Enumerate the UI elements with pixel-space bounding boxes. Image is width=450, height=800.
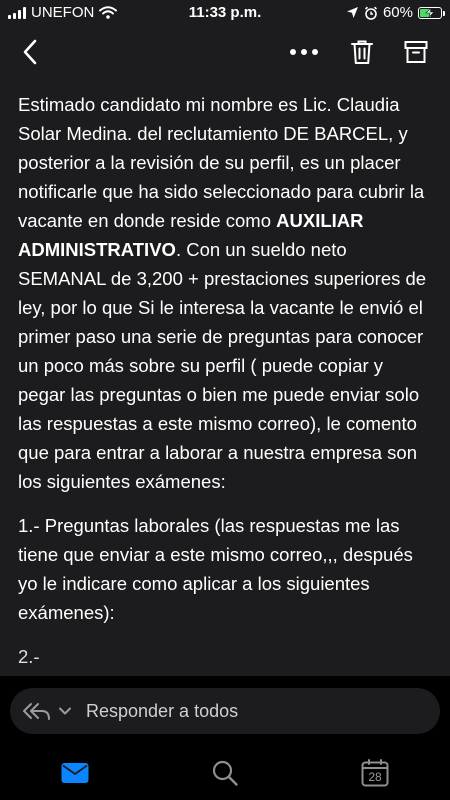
tab-bar <box>0 746 450 800</box>
tab-mail[interactable] <box>50 746 100 800</box>
message-paragraph: Estimado candidato mi nombre es Lic. Claudia Solar Medina. del reclutamiento DE BARCEL, y posterior a la revisión de su perfil, es un placer notificarle que ha sido seleccionado para cubrir la vacante en donde reside como AUXILIAR ADMINISTRATIVO. Con un sueldo neto SEMANAL de 3,200 + prestaciones superiores de ley, por lo que Si le interesa la vacante le envió el primer paso una serie de preguntas para conocer un poco más sobre su perfil ( puede copiar y pegar las preguntas o bien me puede enviar solo las respuestas a este mismo correo), le comento que para entrar a laborar a nuestra empresa son los siguientes exámenes: <box>18 94 427 492</box>
battery-icon <box>418 7 442 19</box>
message-text <box>0 78 450 671</box>
tab-search[interactable] <box>200 746 250 800</box>
battery-percent: 60% <box>382 4 413 21</box>
message-toolbar <box>0 26 450 78</box>
message-body <box>0 78 450 676</box>
reply-all-icon <box>22 701 52 721</box>
carrier-label: UNEFON <box>31 4 95 21</box>
trash-icon <box>350 39 374 65</box>
reply-all-bar[interactable] <box>10 688 440 734</box>
archive-button[interactable] <box>396 26 436 78</box>
alarm-icon <box>364 6 378 20</box>
delete-button[interactable] <box>342 26 382 78</box>
chevron-down-icon <box>58 706 72 716</box>
more-icon <box>289 48 319 56</box>
bottom-area <box>0 676 450 800</box>
reply-options[interactable] <box>22 688 72 734</box>
calendar-day: 28 <box>368 770 382 784</box>
reply-all-label: Responder a todos <box>86 701 239 721</box>
location-arrow-icon <box>346 6 359 19</box>
status-bar <box>0 0 450 26</box>
more-button[interactable] <box>280 26 328 78</box>
search-icon <box>211 759 239 787</box>
job-title: AUXILIAR ADMINISTRATIVO <box>18 210 364 260</box>
message-paragraph: 1.- Preguntas laborales (las respuestas me las tiene que enviar a este mismo correo,,, después yo le indicare como aplicar a los siguientes exámenes): <box>18 515 413 623</box>
message-paragraph: 2.- <box>18 646 40 667</box>
tab-calendar[interactable] <box>350 746 400 800</box>
status-right <box>346 4 442 21</box>
calendar-icon <box>361 759 389 787</box>
back-button[interactable] <box>10 26 50 78</box>
chevron-left-icon <box>21 38 39 66</box>
mail-icon <box>61 762 89 784</box>
status-time: 11:33 p.m. <box>188 4 262 21</box>
archive-icon <box>404 40 428 64</box>
